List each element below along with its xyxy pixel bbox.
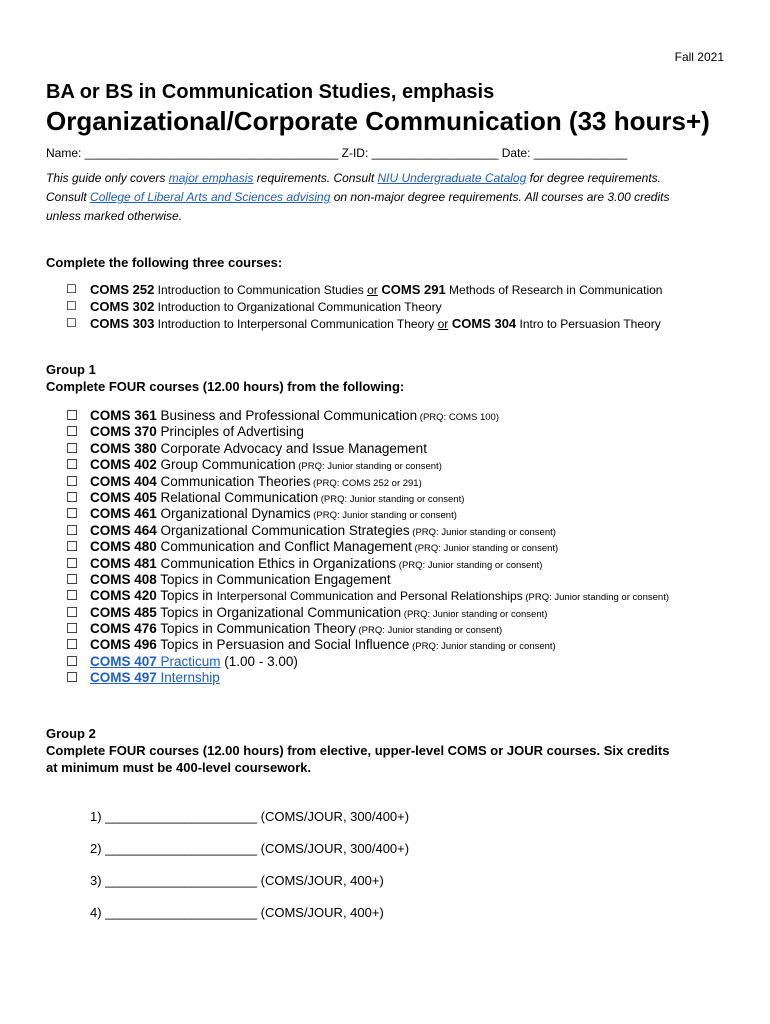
list-item — [66, 556, 669, 572]
required-course-list — [66, 281, 662, 332]
course-code: COMS 420 — [90, 588, 157, 604]
or-text: or — [367, 283, 378, 297]
list-item — [66, 539, 669, 555]
list-item — [66, 670, 669, 686]
guide-text: on non-major degree requirements. All courses are 3.00 credits — [330, 190, 670, 204]
course-title: Relational Communication — [156, 489, 319, 505]
checkbox-icon[interactable]: ☐ — [66, 408, 79, 423]
checkbox-icon[interactable]: ☐ — [66, 457, 79, 473]
course-code: COMS 405 — [90, 489, 157, 505]
course-code: COMS 461 — [90, 506, 157, 522]
course-code: COMS 496 — [90, 637, 157, 653]
list-item — [66, 281, 662, 298]
checkbox-icon[interactable]: ☐ — [66, 555, 79, 571]
list-item — [66, 506, 669, 522]
prerequisite: (PRQ: Junior standing or consent) — [318, 493, 465, 505]
course-title: Introduction to Interpersonal Communication Theory — [154, 317, 438, 331]
course-code: COMS 404 — [90, 473, 157, 489]
course-code: COMS 302 — [90, 299, 155, 314]
or-text: or — [437, 317, 449, 331]
required-heading: Complete the following three courses: — [46, 255, 283, 270]
course-title-link[interactable]: Practicum — [156, 653, 221, 669]
name-zid-date-line: Name: ______________________________________ Z-ID: ___________________ Date: ______________ — [46, 146, 628, 160]
course-title: Corporate Advocacy and Issue Management — [156, 440, 427, 456]
list-item — [66, 474, 669, 490]
clas-advising-link[interactable]: College of Liberal Arts and Sciences advising — [90, 190, 331, 204]
course-title: Communication Theories — [156, 473, 311, 489]
undergraduate-catalog-link[interactable]: NIU Undergraduate Catalog — [377, 171, 527, 185]
list-item — [66, 523, 669, 539]
group2-header — [46, 725, 669, 776]
course-title: Topics in — [156, 588, 217, 604]
list-item — [66, 408, 669, 424]
course-title: Methods of Research in Communication — [445, 283, 663, 297]
course-code: COMS 464 — [90, 522, 157, 538]
credit-range: (1.00 - 3.00) — [220, 653, 298, 669]
title-line-1: BA or BS in Communication Studies, emphasis — [46, 81, 495, 103]
group1-heading: Complete FOUR courses (12.00 hours) from the following: — [46, 379, 405, 394]
course-code: COMS 252 — [90, 282, 155, 297]
course-title: Business and Professional Communication — [156, 408, 418, 423]
course-code: COMS 408 — [90, 571, 157, 587]
guide-text: unless marked otherwise. — [46, 209, 183, 223]
group2-blank-list — [90, 808, 409, 936]
list-item — [66, 572, 669, 588]
guide-text: requirements. Consult — [253, 171, 378, 185]
checkbox-icon[interactable]: ☐ — [66, 522, 79, 538]
checkbox-icon[interactable]: ☐ — [66, 670, 79, 686]
checkbox-icon[interactable]: ☐ — [66, 637, 79, 653]
course-title: Communication Ethics in Organizations — [156, 555, 397, 571]
prerequisite: (PRQ: Junior standing or consent) — [409, 641, 556, 653]
course-title: Communication and Conflict Management — [156, 539, 412, 555]
course-title: Principles of Advertising — [156, 424, 304, 440]
course-code: COMS 291 — [377, 282, 446, 297]
list-item — [66, 588, 669, 604]
checkbox-icon[interactable]: ☐ — [66, 299, 77, 313]
checkbox-icon[interactable]: ☐ — [66, 571, 79, 587]
checkbox-icon[interactable]: ☐ — [66, 621, 79, 637]
course-code-link[interactable]: COMS 497 — [90, 670, 157, 686]
guide-text: for degree requirements. — [526, 171, 662, 185]
prerequisite: (PRQ: Junior standing or consent) — [295, 461, 442, 473]
course-code: COMS 304 — [448, 316, 517, 331]
course-title: Topics in Organizational Communication — [156, 604, 402, 620]
course-code: COMS 485 — [90, 604, 157, 620]
blank-course-line[interactable]: 4) _____________________ (COMS/JOUR, 400+) — [90, 905, 384, 920]
guide-text: This guide only covers — [46, 171, 169, 185]
group1-course-list — [66, 408, 669, 687]
course-code: COMS 370 — [90, 424, 157, 440]
checkbox-icon[interactable]: ☐ — [66, 506, 79, 522]
course-code: COMS 380 — [90, 440, 157, 456]
group1-label: Group 1 — [46, 362, 96, 377]
course-title: Introduction to Organizational Communication Theory — [154, 300, 442, 314]
guide-text: Consult — [46, 190, 91, 204]
prerequisite: (PRQ: Junior standing or consent) — [310, 510, 457, 522]
course-code: COMS 402 — [90, 457, 157, 473]
course-title-link[interactable]: Internship — [156, 670, 220, 686]
prerequisite: (PRQ: Junior standing or consent) — [355, 625, 503, 637]
course-title: Organizational Communication Strategies — [156, 522, 410, 538]
checkbox-icon[interactable]: ☐ — [66, 473, 79, 489]
checkbox-icon[interactable]: ☐ — [66, 424, 79, 440]
course-code: COMS 481 — [90, 555, 157, 571]
checkbox-icon[interactable]: ☐ — [66, 604, 79, 620]
course-code: COMS 480 — [90, 539, 157, 555]
course-title: Organizational Dynamics — [156, 506, 311, 522]
list-item — [66, 457, 669, 473]
prerequisite: (PRQ: COMS 100) — [417, 412, 499, 423]
course-title: Topics in Communication Theory — [156, 621, 356, 637]
prerequisite: (PRQ: COMS 252 or 291) — [310, 477, 422, 489]
checkbox-icon[interactable]: ☐ — [66, 282, 77, 296]
prerequisite: (PRQ: Junior standing or consent) — [396, 559, 543, 571]
list-item — [66, 605, 669, 621]
checkbox-icon[interactable]: ☐ — [66, 588, 79, 604]
course-code: COMS 476 — [90, 621, 157, 637]
list-item — [66, 298, 662, 315]
page-title: Organizational/Corporate Communication (33 hours+) — [46, 106, 710, 136]
checkbox-icon[interactable]: ☐ — [66, 539, 79, 555]
course-title: Topics in Communication Engagement — [156, 571, 391, 587]
group1-header — [46, 361, 404, 395]
checkbox-icon[interactable]: ☐ — [66, 653, 79, 669]
course-code: COMS 303 — [90, 316, 155, 331]
course-title: Intro to Persuasion Theory — [516, 317, 661, 331]
prerequisite: (PRQ: Junior standing or consent) — [401, 608, 548, 620]
group2-heading: Complete FOUR courses (12.00 hours) from elective, upper-level COMS or JOUR courses. Six credits — [46, 743, 670, 758]
blank-course-line[interactable]: 1) _____________________ (COMS/JOUR, 300/400+) — [90, 809, 410, 824]
prerequisite: (PRQ: Junior standing or consent) — [411, 543, 559, 555]
guide-paragraph — [46, 169, 726, 226]
group2-heading-cont: at minimum must be 400-level coursework. — [46, 760, 312, 775]
course-code: COMS 361 — [90, 408, 157, 423]
major-emphasis-link[interactable]: major emphasis — [168, 171, 254, 185]
list-item — [66, 637, 669, 653]
list-item — [66, 424, 669, 440]
list-item — [66, 490, 669, 506]
checkbox-icon[interactable]: ☐ — [66, 316, 77, 330]
checkbox-icon[interactable]: ☐ — [66, 489, 79, 505]
course-title: Group Communication — [156, 457, 296, 473]
prerequisite: (PRQ: Junior standing or consent) — [409, 526, 556, 538]
list-item — [66, 315, 662, 332]
list-item — [66, 621, 669, 637]
list-item — [66, 654, 669, 670]
course-title-cont: Interpersonal Communication and Personal Relationships — [216, 589, 523, 604]
course-code-link[interactable]: COMS 407 — [90, 653, 157, 669]
checkbox-icon[interactable]: ☐ — [66, 440, 79, 456]
blank-course-line[interactable]: 3) _____________________ (COMS/JOUR, 400+) — [90, 873, 384, 888]
term-label: Fall 2021 — [674, 50, 724, 64]
course-title: Introduction to Communication Studies — [154, 283, 368, 297]
list-item — [66, 441, 669, 457]
blank-course-line[interactable]: 2) _____________________ (COMS/JOUR, 300/400+) — [90, 841, 410, 856]
course-title: Topics in Persuasion and Social Influence — [156, 637, 410, 653]
prerequisite: (PRQ: Junior standing or consent) — [522, 592, 669, 604]
group2-label: Group 2 — [46, 726, 96, 741]
